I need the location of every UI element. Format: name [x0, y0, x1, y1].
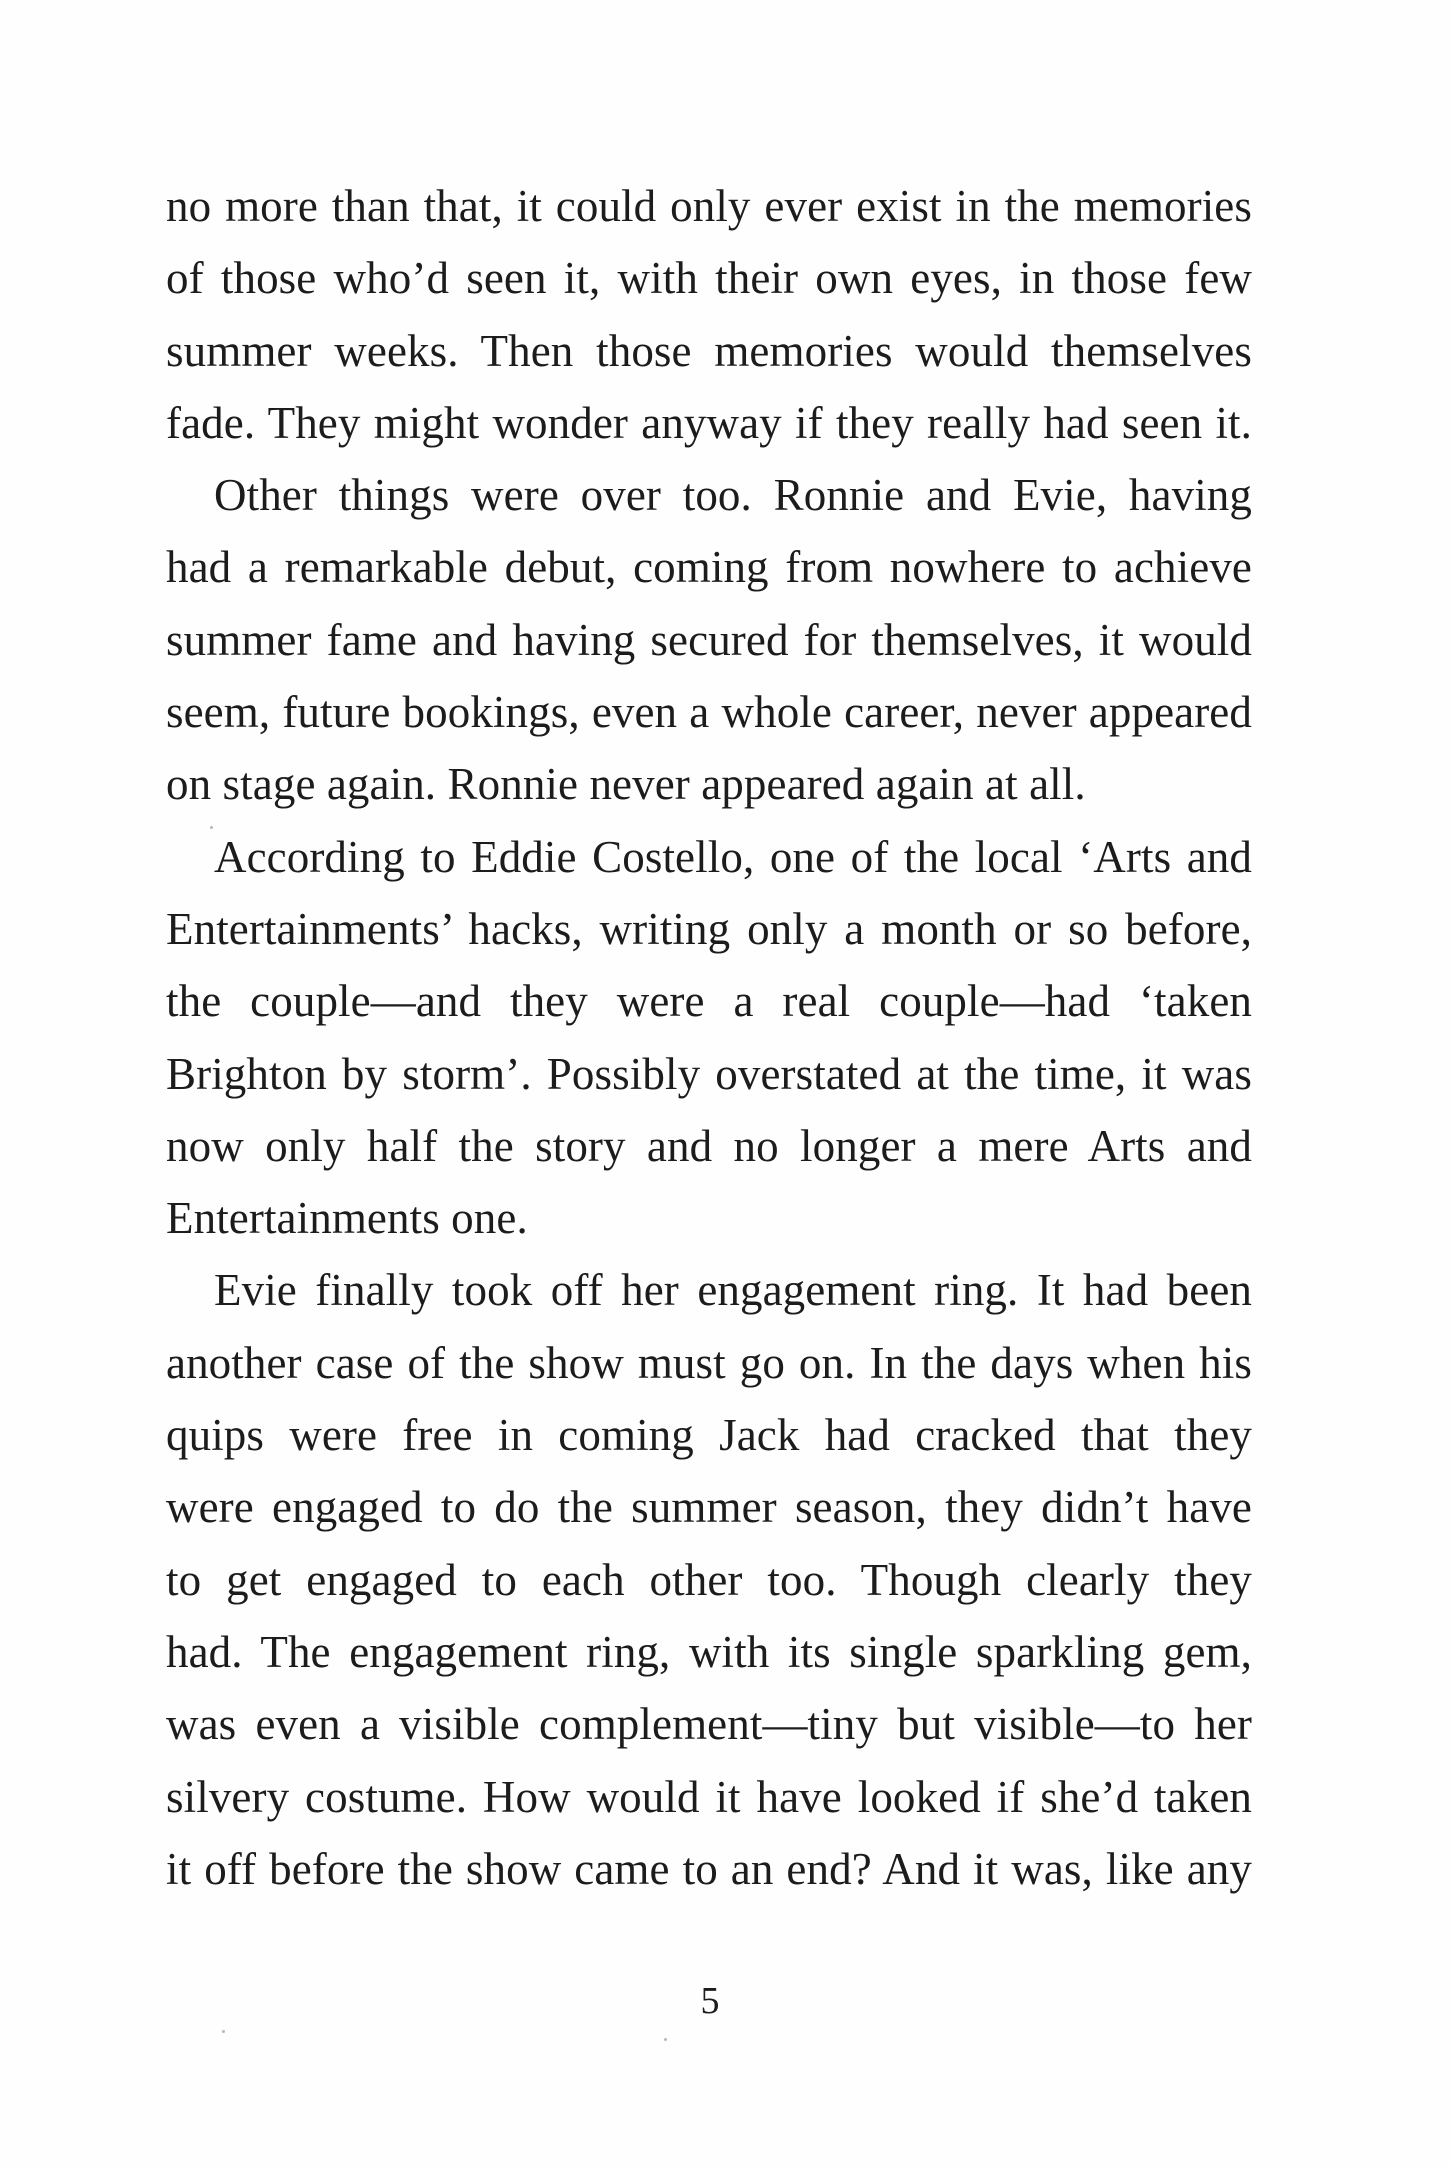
text-line: now only half the story and no longer a mere Arts and [166, 1120, 1252, 1171]
text-line: another case of the show must go on. In the days when his [166, 1337, 1252, 1388]
paragraph-4 [166, 1254, 1252, 1905]
text-line: quips were free in coming Jack had cracked that they [166, 1410, 1252, 1461]
text-line: of those who’d seen it, with their own eyes, in those few [166, 253, 1252, 304]
text-line: summer weeks. Then those memories would themselves [166, 325, 1252, 376]
text-line: was even a visible complement—tiny but visible—to her [166, 1699, 1252, 1750]
text-line: silvery costume. How would it have looked if she’d taken [166, 1771, 1252, 1822]
body-text [166, 170, 1252, 1905]
text-line: no more than that, it could only ever exist in the memories [166, 181, 1252, 231]
text-line: the couple—and they were a real couple—had ‘taken [166, 976, 1252, 1027]
text-line: had. The engagement ring, with its single sparkling gem, [166, 1626, 1252, 1677]
paragraph-1 [166, 170, 1252, 459]
paragraph-2 [166, 459, 1252, 820]
text-line: Brighton by storm’. Possibly overstated at the time, it was [166, 1048, 1252, 1099]
text-line: Evie finally took off her engagement ring. It had been [214, 1265, 1252, 1316]
text-line: Entertainments one. [166, 1193, 528, 1244]
paragraph-3 [166, 821, 1252, 1255]
text-line: fade. They might wonder anyway if they really had seen it. [166, 397, 1252, 448]
text-line: on stage again. Ronnie never appeared again at all. [166, 759, 1086, 810]
text-line: had a remarkable debut, coming from nowhere to achieve [166, 542, 1252, 593]
text-line: to get engaged to each other too. Though clearly they [166, 1554, 1252, 1605]
page-number: 5 [700, 1980, 720, 2022]
text-line: Other things were over too. Ronnie and Evie, having [214, 470, 1252, 521]
scan-speck [664, 2038, 667, 2041]
text-line: According to Eddie Costello, one of the local ‘Arts and [214, 831, 1252, 882]
text-line: seem, future bookings, even a whole career, never appeared [166, 687, 1252, 738]
text-line: Entertainments’ hacks, writing only a month or so before, [166, 903, 1252, 954]
scan-speck [210, 826, 213, 829]
scan-speck [222, 2030, 225, 2033]
text-line: it off before the show came to an end? And it was, like any [166, 1843, 1252, 1894]
text-line: summer fame and having secured for themselves, it would [166, 614, 1252, 665]
text-line: were engaged to do the summer season, they didn’t have [166, 1482, 1252, 1533]
